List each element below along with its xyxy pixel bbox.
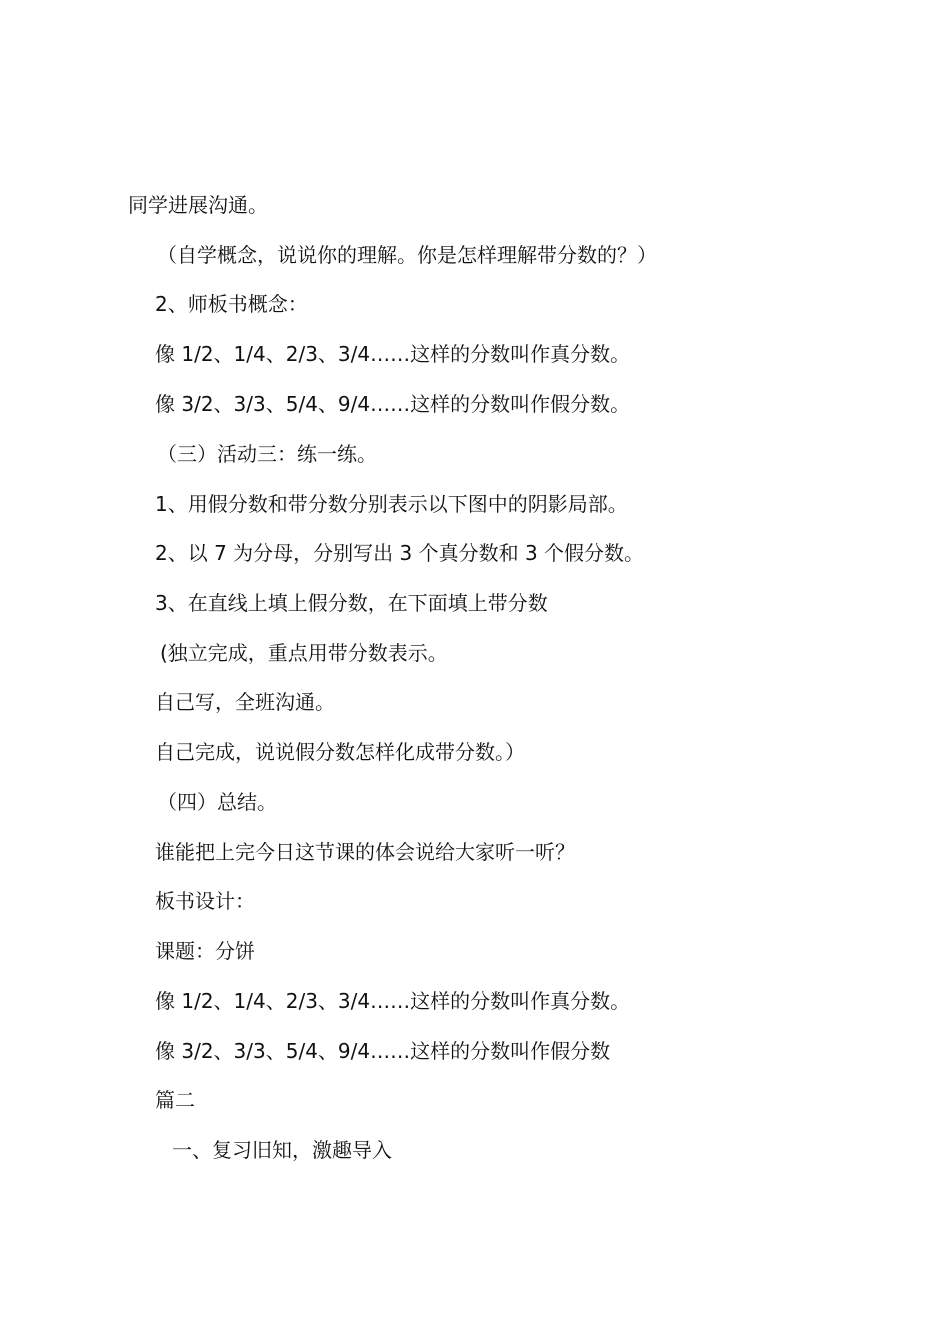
text-line: 1、用假分数和带分数分别表示以下图中的阴影局部。 [155,492,628,516]
text-line: (独立完成，重点用带分数表示。 [160,641,448,665]
text-line: 像 1/2、1/4、2/3、3/4……这样的分数叫作真分数。 [155,989,631,1013]
text-line: 像 1/2、1/4、2/3、3/4……这样的分数叫作真分数。 [155,342,631,366]
text-line: 自己完成，说说假分数怎样化成带分数。） [155,740,525,764]
section-heading: 一、复习旧知，激趣导入 [172,1138,392,1162]
text-line: （四）总结。 [157,790,277,814]
text-line: 像 3/2、3/3、5/4、9/4……这样的分数叫作假分数 [155,1039,611,1063]
text-line: 2、以 7 为分母，分别写出 3 个真分数和 3 个假分数。 [155,541,645,565]
text-line: 同学进展沟通。 [128,193,268,217]
text-line: 2、师板书概念： [155,292,308,316]
text-line: 板书设计： [155,889,255,913]
text-line: （自学概念，说说你的理解。你是怎样理解带分数的？） [157,243,657,267]
section-heading: 篇二 [155,1088,195,1112]
text-line: 谁能把上完今日这节课的体会说给大家听一听？ [155,840,575,864]
text-line: 3、在直线上填上假分数，在下面填上带分数 [155,591,548,615]
text-line: 像 3/2、3/3、5/4、9/4……这样的分数叫作假分数。 [155,392,631,416]
text-line: 自己写，全班沟通。 [155,690,335,714]
text-line: （三）活动三：练一练。 [157,442,377,466]
text-line: 课题：分饼 [155,939,255,963]
